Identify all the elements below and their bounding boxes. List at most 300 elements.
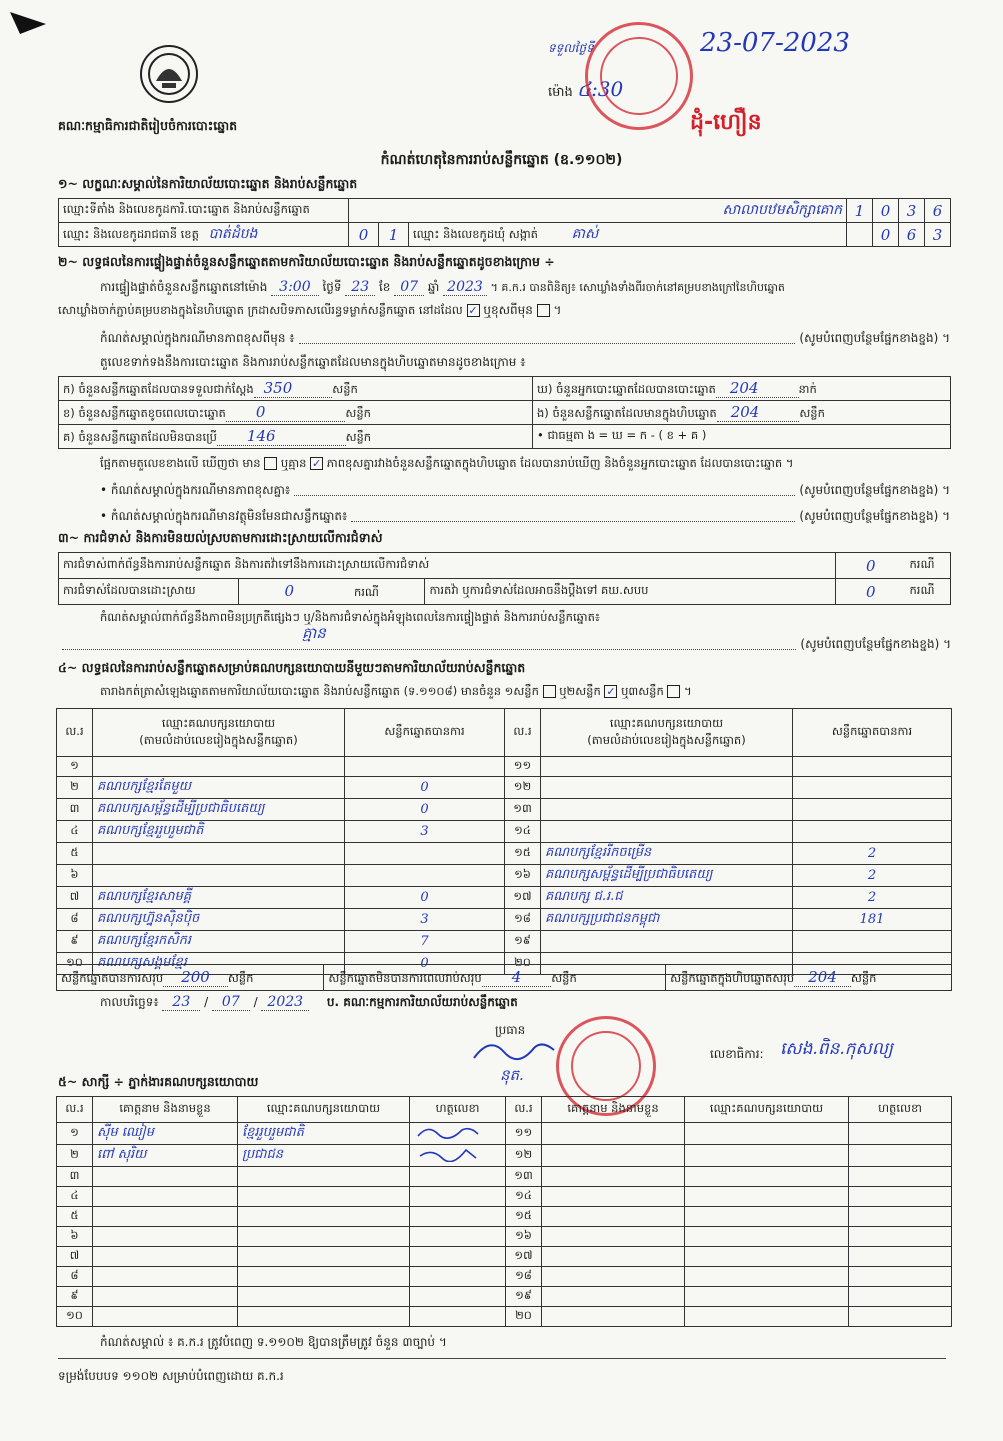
results-party-right (541, 931, 793, 953)
witness-sign-left (410, 1267, 506, 1287)
same-checkbox[interactable]: ✓ (468, 304, 478, 317)
witness-col-sign-right: ហត្ថលេខា (849, 1097, 952, 1123)
results-party-left (93, 843, 345, 865)
witness-col-no-right: ល.រ (506, 1097, 542, 1123)
witness-party-left (238, 1307, 410, 1327)
appeal-unit: ករណី (906, 579, 951, 605)
diff-note-label: កំណត់សម្គាល់ក្នុងករណីមានភាពខុសពីមុន ៖ (100, 331, 295, 345)
witness-no-right: ១២ (506, 1145, 542, 1167)
form-title: កំណត់ហេតុនៃការរាប់សន្លឹកឆ្នោត (ឧ.១១០២) (380, 152, 623, 168)
witness-no-right: ២០ (506, 1307, 542, 1327)
witness-col-party-left: ឈ្មោះគណបក្សនយោបាយ (238, 1097, 410, 1123)
commune-label (409, 223, 847, 247)
witness-signature (414, 1146, 484, 1162)
date-day: 23 (162, 994, 200, 1011)
resolved-value (239, 579, 425, 605)
witness-sign-left (410, 1287, 506, 1307)
table-row (57, 757, 952, 777)
results-no-left: ៥ (57, 843, 93, 865)
witness-signature (414, 1124, 484, 1140)
difference-no-checkbox[interactable]: ✓ (312, 457, 322, 470)
verify-text-a: ការផ្ទៀងផ្ទាត់ចំនួនសន្លឹកឆ្នោតនៅម៉ោង (100, 280, 268, 294)
witness-no-right: ១១ (506, 1123, 542, 1145)
witness-name-right (542, 1227, 685, 1247)
witness-name-right (542, 1145, 685, 1167)
witness-party-left (238, 1247, 410, 1267)
results-table (56, 708, 952, 975)
results-no-left: ៤ (57, 821, 93, 843)
results-party-left: គណបក្សខ្មែរតែមួយ (93, 777, 345, 799)
section1-heading: ១~ លក្ខណៈសម្គាល់នៃការិយាល័យបោះឆ្នោត និងរាប់សន្លឹកឆ្នោត (58, 176, 358, 191)
tally-sheets-text: តារាងកត់ត្រាសំឡេងឆ្នោតតាមការិយាល័យបោះឆ្នោត និងរាប់សន្លឹកឆ្នោត (ទ.១១០៨) មានចំនួន ១សន្លឹក (100, 684, 539, 698)
table-row (57, 777, 952, 799)
witness-party-right (685, 1207, 849, 1227)
witness-party-right (685, 1247, 849, 1267)
results-party-left: គណបក្សសម្ព័ន្ធដើម្បីប្រជាធិបតេយ្យ (93, 799, 345, 821)
results-no-right: ១៦ (505, 865, 541, 887)
difference-text-c: ភាពខុសគ្នារវាងចំនួនសន្លឹកឆ្នោតក្នុងហិបឆ្នោត ដែលបានរាប់ឃើញ និងចំនួនអ្នកបោះឆ្នោត ដែលបានបោះឆ្នោត ។ (326, 456, 794, 470)
irregularity-fill: (សូមបំពេញបន្ថែមផ្នែកខាងខ្នង) ។ (800, 637, 951, 651)
results-no-right: ១១ (505, 757, 541, 777)
difference-note-fill: (សូមបំពេញបន្ថែមផ្នែកខាងខ្នង) ។ (799, 483, 950, 497)
results-party-left: គណបក្សហ្វ៊ុនស៊ិនប៉ិច (93, 909, 345, 931)
date-line: កាលបរិច្ឆេទ៖ 23 / 07 / 2023 ប. គណៈកម្មការការិយាល័យរាប់សន្លឹកឆ្នោត (100, 994, 518, 1010)
table-row (57, 1167, 952, 1187)
witness-sign-left (410, 1227, 506, 1247)
chair-label: ប្រធាន (495, 1023, 526, 1037)
results-no-right: ១៥ (505, 843, 541, 865)
table-row (57, 843, 952, 865)
commune-code-3: 3 (925, 223, 951, 247)
results-no-left: ៩ (57, 931, 93, 953)
results-col-party-right-title: ឈ្មោះគណបក្សនយោបាយ (609, 715, 724, 730)
results-no-left: ៧ (57, 887, 93, 909)
witness-name-left (93, 1227, 238, 1247)
witness-sign-right (849, 1187, 952, 1207)
witness-sign-left (410, 1167, 506, 1187)
results-party-right (541, 821, 793, 843)
results-votes-left: 0 (345, 953, 505, 975)
witness-name-right (542, 1167, 685, 1187)
table-row (57, 1267, 952, 1287)
witness-col-sign-left: ហត្ថលេខា (410, 1097, 506, 1123)
verify-day: 23 (345, 279, 375, 296)
received-date: 23-07-2023 (700, 28, 850, 58)
figure-c-value: 146 (217, 427, 346, 446)
results-no-left: ១០ (57, 953, 93, 975)
figure-c-label: គ) ចំនួនសន្លឹកឆ្នោតដែលមិនបានប្រើ (63, 429, 217, 444)
witness-no-left: ៩ (57, 1287, 93, 1307)
results-col-no-left: ល.រ (57, 709, 93, 757)
location-code-4: 6 (925, 199, 951, 223)
location-label: ឈ្មោះទីតាំង និងលេខកូដការិ.បោះឆ្នោត និងរាប់សន្លឹកឆ្នោត (59, 199, 349, 223)
appeal-value: 0 (836, 579, 906, 605)
results-votes-right (793, 821, 952, 843)
witness-name-left: ស៊ីម ឈៀម (93, 1123, 238, 1145)
results-party-right (541, 799, 793, 821)
results-party-left: គណបក្សសង្គមខ្មែរ (93, 953, 345, 975)
witness-sign-left (410, 1247, 506, 1267)
verify-month: 07 (394, 279, 424, 296)
witness-party-right (685, 1227, 849, 1247)
diff-note-fill: (សូមបំពេញបន្ថែមផ្នែកខាងខ្នង) ។ (799, 331, 950, 345)
committee-name: គណៈកម្មាធិការជាតិរៀបចំការបោះឆ្នោត (58, 118, 238, 133)
figure-c-unit: សន្លឹក (345, 429, 372, 444)
witness-sign-right (849, 1123, 952, 1145)
section3-table (58, 552, 951, 605)
witness-name-right (542, 1267, 685, 1287)
witness-party-right (685, 1145, 849, 1167)
figure-e-unit: សន្លឹក (799, 405, 825, 420)
section2-heading: ២~ លទ្ធផលនៃការផ្ទៀងផ្ទាត់ចំនួនសន្លឹកឆ្នោតតាមការិយាល័យបោះឆ្នោត និងរាប់សន្លឹកឆ្នោតដូចខាងក្រោម ÷ (58, 254, 555, 269)
irregularity-line (58, 624, 951, 654)
results-no-left: ២ (57, 777, 93, 799)
results-party-left (93, 757, 345, 777)
results-votes-left (345, 865, 505, 887)
results-votes-left (345, 843, 505, 865)
irregularity-note: កំណត់សម្គាល់ពាក់ព័ន្ធនឹងភាពមិនប្រក្រតីផ្សេងៗ ឬ/និងការជំទាស់ក្នុងអំឡុងពេលនៃការផ្ទៀងផ្ទាត់ និងការរាប់សន្លឹកឆ្នោត៖ (100, 610, 600, 624)
commune-code-1: 0 (873, 223, 899, 247)
difference-text-b: ឬគ្មាន (280, 456, 307, 470)
results-no-right: ១៨ (505, 909, 541, 931)
witness-name-left: ពៅ សុរិយ (93, 1145, 238, 1167)
results-no-left: ៨ (57, 909, 93, 931)
witness-sign-left (410, 1145, 506, 1167)
figure-b-unit: សន្លឹក (345, 405, 371, 420)
witness-sign-right (849, 1167, 952, 1187)
results-no-right: ១៩ (505, 931, 541, 953)
results-votes-right (793, 757, 952, 777)
witness-no-left: ៤ (57, 1187, 93, 1207)
difference-yes-checkbox[interactable] (264, 457, 277, 470)
results-votes-right (793, 777, 952, 799)
witness-name-left (93, 1187, 238, 1207)
witness-sign-right (849, 1267, 952, 1287)
table-row (57, 1247, 952, 1267)
witness-sign-left (410, 1123, 506, 1145)
results-votes-right: 2 (793, 865, 952, 887)
witness-party-left (238, 1287, 410, 1307)
witness-col-name-left: គោត្តនាម និងនាមខ្លួន (93, 1097, 238, 1123)
complaint-unit: ករណី (906, 553, 951, 579)
witness-sign-left (410, 1187, 506, 1207)
witness-table (56, 1096, 952, 1327)
three-sheets-checkbox[interactable] (667, 685, 680, 698)
witness-no-left: ៨ (57, 1267, 93, 1287)
witness-no-left: ៦ (57, 1227, 93, 1247)
witness-no-left: ២ (57, 1145, 93, 1167)
witness-party-right (685, 1167, 849, 1187)
verify-text-b: ថ្ងៃទី (322, 280, 342, 294)
witness-sign-right (849, 1247, 952, 1267)
object-note-line (100, 508, 950, 526)
witness-name-left (93, 1267, 238, 1287)
table-row (57, 865, 952, 887)
object-note-blank[interactable] (351, 508, 795, 522)
difference-note-blank[interactable] (294, 482, 795, 496)
results-col-party-left-title: ឈ្មោះគណបក្សនយោបាយ (161, 715, 276, 730)
difference-note-label: • កំណត់សម្គាល់ក្នុងករណីមានភាពខុសគ្នា៖ (100, 483, 291, 497)
witness-no-right: ១៦ (506, 1227, 542, 1247)
witness-name-right (542, 1287, 685, 1307)
witness-name-right (542, 1187, 685, 1207)
received-time: ៤:30 (576, 77, 624, 101)
changed-checkbox[interactable] (537, 304, 550, 317)
table-row (57, 1287, 952, 1307)
figure-e-value: 204 (717, 403, 800, 422)
results-votes-left: 3 (345, 821, 505, 843)
witness-name-left (93, 1307, 238, 1327)
received-block: ទទួលថ្ងៃទី ម៉ោង ៤:30 (548, 41, 624, 101)
complaint-label: ការជំទាស់ពាក់ព័ន្ធនឹងការរាប់សន្លឹកឆ្នោត និងការតវ៉ាទៅនឹងការដោះស្រាយលើការជំទាស់ (59, 553, 836, 579)
witness-name-left (93, 1207, 238, 1227)
irregularity-value: គ្មាន (302, 624, 326, 642)
results-party-right: គណបក្ស ជ.រ.ជ (541, 887, 793, 909)
total-box-value: 204 (794, 968, 851, 987)
results-no-right: ១៤ (505, 821, 541, 843)
witness-no-right: ១៤ (506, 1187, 542, 1207)
section1-table (58, 198, 951, 247)
table-row (57, 1307, 952, 1327)
results-votes-right: 181 (793, 909, 952, 931)
results-votes-left: 7 (345, 931, 505, 953)
complaint-value: 0 (836, 553, 906, 579)
bottom-note: ទម្រង់បែបបទ ១១០២ សម្រាប់បំពេញដោយ គ.ក.រ (58, 1369, 284, 1383)
witness-party-left (238, 1227, 410, 1247)
figure-d-value: 204 (716, 379, 799, 398)
table-row (57, 1187, 952, 1207)
secretary-label: លេខាធិការ: (710, 1047, 764, 1061)
total-valid-unit: សន្លឹក (227, 970, 254, 985)
witness-party-left: ប្រជាជន (238, 1145, 410, 1167)
total-valid-label: សន្លឹកឆ្នោតបានការសរុប (61, 970, 164, 985)
results-votes-right (793, 931, 952, 953)
date-year: 2023 (261, 994, 309, 1011)
results-party-left (93, 865, 345, 887)
witness-party-left (238, 1167, 410, 1187)
witness-col-party-right: ឈ្មោះគណបក្សនយោបាយ (685, 1097, 849, 1123)
section3-heading: ៣~ ការជំទាស់ និងការមិនយល់ស្របតាមការដោះស្រាយលើការជំទាស់ (58, 530, 383, 545)
results-votes-right (793, 799, 952, 821)
province-label-text: ឈ្មោះ និងលេខកូដរាជធានី ខេត្ត (63, 227, 199, 241)
location-value: សាលាបឋមសិក្សាគោក (349, 199, 847, 223)
results-no-right: ១២ (505, 777, 541, 799)
results-party-left: គណបក្សខ្មែររួបរួមជាតិ (93, 821, 345, 843)
witness-no-left: ១ (57, 1123, 93, 1145)
date-month: 07 (212, 994, 250, 1011)
figure-d (533, 377, 951, 401)
witness-name-left (93, 1247, 238, 1267)
difference-note-line (100, 482, 950, 500)
difference-line (100, 456, 793, 473)
witness-sign-right (849, 1145, 952, 1167)
two-sheets-checkbox[interactable]: ✓ (606, 685, 616, 698)
resolved-value-text: 0 (284, 581, 294, 600)
results-no-left: ៣ (57, 799, 93, 821)
province-code-2: 1 (379, 223, 409, 247)
witness-sign-left (410, 1207, 506, 1227)
witness-name-right (542, 1207, 685, 1227)
results-col-party-left-sub: (តាមលំដាប់លេខរៀងក្នុងសន្លឹកឆ្នោត) (139, 732, 298, 747)
table-row (57, 821, 952, 843)
witness-sign-right (849, 1227, 952, 1247)
verify-text-d: ឆ្នាំ (427, 280, 440, 294)
total-valid (57, 965, 324, 991)
one-sheet-checkbox[interactable] (543, 685, 556, 698)
figure-e (533, 401, 951, 425)
witness-party-left (238, 1187, 410, 1207)
figure-b-value: 0 (226, 403, 346, 422)
witness-party-left: ខ្មែររួបរួមជាតិ (238, 1123, 410, 1145)
witness-no-right: ១៨ (506, 1267, 542, 1287)
sign-heading: ប. គណៈកម្មការការិយាល័យរាប់សន្លឹកឆ្នោត (326, 995, 518, 1009)
witness-sign-right (849, 1307, 952, 1327)
province-label (59, 223, 349, 247)
results-party-left: គណបក្សខ្មែរកសិករ (93, 931, 345, 953)
total-valid-value: 200 (163, 968, 228, 987)
commune-code-blank (847, 223, 873, 247)
witness-party-right (685, 1123, 849, 1145)
verify-year: 2023 (443, 279, 487, 296)
table-row (57, 931, 952, 953)
witness-name-right (542, 1307, 685, 1327)
results-votes-left: 0 (345, 777, 505, 799)
results-votes-left: 3 (345, 909, 505, 931)
results-col-votes-left: សន្លឹកឆ្នោតបានការ (345, 709, 505, 757)
figure-b (59, 401, 533, 425)
seal-paragraph: សោឃ្លាំងចាក់ភ្ជាប់គម្របខាងក្នុងនៃហិបឆ្នោត ក្រដាសបិទភាសលើរន្ធទម្លាក់សន្លឹកឆ្នោត នៅដដែល ✓ ឬខុសពីមុន ។ (58, 303, 562, 317)
results-party-left: គណបក្សខ្មែរសាមគ្គី (93, 887, 345, 909)
figure-d-label: ឃ) ចំនួនអ្នកបោះឆ្នោតដែលបានបោះឆ្នោត (537, 381, 716, 396)
total-invalid-unit: សន្លឹក (551, 970, 577, 985)
commune-label-text: ឈ្មោះ និងលេខកូដឃុំ សង្កាត់ (413, 227, 538, 241)
verify-text-c: ខែ (378, 280, 391, 294)
witness-no-right: ១៩ (506, 1287, 542, 1307)
witness-col-name-right: គោត្តនាម និងនាមខ្លួន (542, 1097, 685, 1123)
witness-no-right: ១៧ (506, 1247, 542, 1267)
location-code-2: 0 (873, 199, 899, 223)
diff-note-line (100, 330, 950, 348)
witness-party-left (238, 1207, 410, 1227)
witness-name-right (542, 1123, 685, 1145)
results-col-party-left (93, 709, 345, 757)
witness-name-left (93, 1287, 238, 1307)
results-party-right: គណបក្សខ្មែររីកចម្រើន (541, 843, 793, 865)
table-row (57, 1207, 952, 1227)
difference-text-a: ផ្អែកតាមតួលេខខាងលើ ឃើញថា មាន (100, 456, 261, 470)
total-box-unit: សន្លឹក (850, 970, 877, 985)
results-party-right (541, 777, 793, 799)
figure-e-label: ង) ចំនួនសន្លឹកឆ្នោតដែលមានក្នុងហិបឆ្នោត (537, 405, 717, 420)
figure-a-unit: សន្លឹក (332, 381, 358, 396)
results-votes-left (345, 757, 505, 777)
receiver-name: ដុំ-ហឿន (690, 110, 762, 135)
table-row (57, 799, 952, 821)
witness-party-right (685, 1267, 849, 1287)
verify-time: 3:00 (271, 279, 318, 296)
total-invalid-value: 4 (482, 968, 552, 987)
results-no-left: ៦ (57, 865, 93, 887)
total-box-label: សន្លឹកឆ្នោតក្នុងហិបឆ្នោតសរុប (670, 970, 795, 985)
witness-party-right (685, 1307, 849, 1327)
footnote: កំណត់សម្គាល់ ៖ គ.ក.រ ត្រូវបំពេញ ទ.១១០២ ឱ្យបានត្រឹមត្រូវ ចំនួន ៣ច្បាប់ ។ (100, 1335, 447, 1349)
witness-no-left: ៣ (57, 1167, 93, 1187)
nec-logo (140, 45, 198, 103)
figure-a (59, 377, 533, 401)
tally-sheets-line: តារាងកត់ត្រាសំឡេងឆ្នោតតាមការិយាល័យបោះឆ្នោត និងរាប់សន្លឹកឆ្នោត (ទ.១១០៨) មានចំនួន ១សន្លឹក ឬ២សន្លឹក ✓ ឬ៣សន្លឹក ។ (100, 684, 692, 698)
resolved-label: ការជំទាស់ដែលបានដោះស្រាយ (59, 579, 239, 605)
seal-text: សោឃ្លាំងចាក់ភ្ជាប់គម្របខាងក្នុងនៃហិបឆ្នោត ក្រដាសបិទភាសលើរន្ធទម្លាក់សន្លឹកឆ្នោត នៅដដែល (58, 303, 463, 317)
figure-a-value: 350 (254, 379, 333, 398)
results-party-right (541, 757, 793, 777)
figure-b-label: ខ) ចំនួនសន្លឹកឆ្នោតខូចពេលបោះឆ្នោត (63, 405, 226, 420)
object-note-label: • កំណត់សម្គាល់ក្នុងករណីមានវត្ថុមិនមែនជាសន្លឹកឆ្នោត៖ (100, 509, 348, 523)
received-time-label: ម៉ោង (548, 85, 573, 100)
figure-formula: • ជាធម្មតា ង = ឃ = ក - ( ខ + គ ) (533, 425, 951, 449)
secretary-name: សេង.ពិន.កុសល្យ (780, 1039, 893, 1059)
results-col-party-right-sub: (តាមលំដាប់លេខរៀងក្នុងសន្លឹកឆ្នោត) (587, 732, 746, 747)
object-note-fill: (សូមបំពេញបន្ថែមផ្នែកខាងខ្នង) ។ (799, 509, 950, 523)
results-party-right: គណបក្សប្រជាជនកម្ពុជា (541, 909, 793, 931)
total-invalid (324, 965, 666, 991)
witness-party-right (685, 1187, 849, 1207)
total-box (666, 965, 952, 991)
location-code-3: 3 (899, 199, 925, 223)
table-row (57, 1227, 952, 1247)
results-col-party-right (541, 709, 793, 757)
figure-d-unit: នាក់ (798, 381, 817, 396)
resolved-unit: ករណី (353, 584, 379, 599)
two-sheets-text: ឬ២សន្លឹក (559, 684, 601, 698)
irregularity-blank[interactable] (62, 624, 796, 650)
date-label: កាលបរិច្ឆេទ៖ (100, 995, 159, 1009)
witness-name-left (93, 1167, 238, 1187)
results-col-votes-right: សន្លឹកឆ្នោតបានការ (793, 709, 952, 757)
results-no-right: ១៧ (505, 887, 541, 909)
figures-intro: តួលេខទាក់ទងនឹងការបោះឆ្នោត និងការរាប់សន្លឹកឆ្នោតដែលមានក្នុងហិបឆ្នោតមានដូចខាងក្រោម ៖ (100, 355, 526, 369)
witness-no-left: ៧ (57, 1247, 93, 1267)
results-no-left: ១ (57, 757, 93, 777)
results-votes-left: 0 (345, 799, 505, 821)
corner-arrow-icon (8, 8, 48, 39)
footer-rule (58, 1358, 946, 1359)
figure-a-label: ក) ចំនួនសន្លឹកឆ្នោតដែលបានទទួលជាក់ស្តែង (63, 381, 254, 396)
total-invalid-label: សន្លឹកឆ្នោតមិនបានការពេលរាប់សរុប (328, 970, 482, 985)
figure-c (59, 425, 533, 449)
commune-value: គាស់ (571, 226, 599, 242)
totals-table (56, 964, 952, 991)
results-votes-left: 0 (345, 887, 505, 909)
figures-table (58, 376, 951, 449)
province-value: បាត់ដំបង (208, 226, 258, 242)
table-row (57, 1123, 952, 1145)
location-code-1: 1 (847, 199, 873, 223)
section5-heading: ៥~ សាក្សី ÷ ភ្នាក់ងារគណបក្សនយោបាយ (58, 1074, 259, 1089)
witness-party-left (238, 1267, 410, 1287)
verify-text-e: ។ គ.ក.រ បានពិនិត្យ៖ សោឃ្លាំងទាំងពីរចាក់នៅគម្របខាងក្រៅនៃហិបឆ្នោត (490, 281, 785, 294)
verify-paragraph (100, 276, 950, 299)
chair-name: នុត. (500, 1066, 524, 1084)
witness-no-right: ១៥ (506, 1207, 542, 1227)
results-no-right: ១៣ (505, 799, 541, 821)
results-no-right: ២០ (505, 953, 541, 975)
table-row (57, 1145, 952, 1167)
diff-note-blank[interactable] (299, 330, 796, 344)
results-col-no-right: ល.រ (505, 709, 541, 757)
witness-sign-right (849, 1207, 952, 1227)
table-row (57, 909, 952, 931)
witness-col-no-left: ល.រ (57, 1097, 93, 1123)
